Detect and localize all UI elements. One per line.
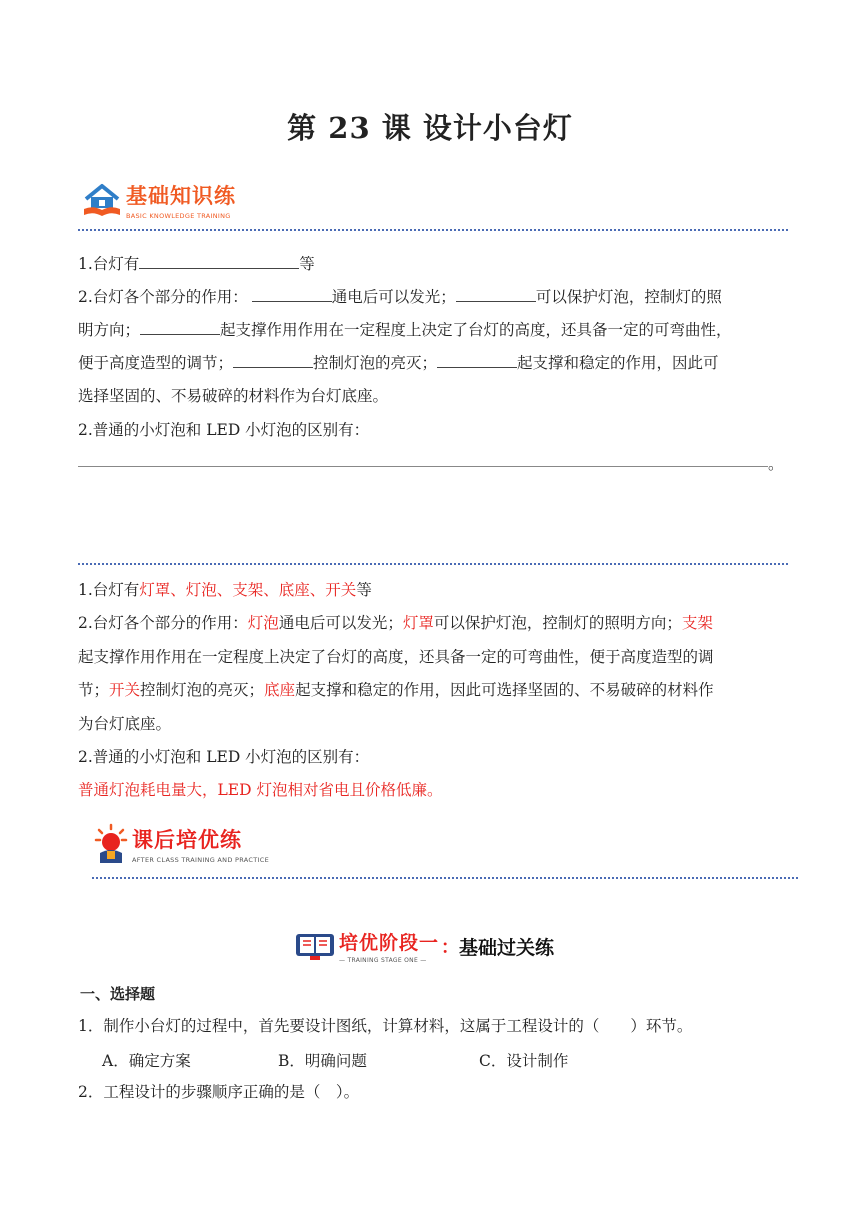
answer-3-text: 普通灯泡耗电量大，LED 灯泡相对省电且价格低廉。 [78,781,443,799]
banner-subtitle: AFTER CLASS TRAINING AND PRACTICE [132,856,269,864]
answer-3: 2.普通的小灯泡和 LED 小灯泡的区别有： [78,748,370,766]
answer-blank [139,254,299,269]
answer-blank [437,353,517,368]
answer-highlight: 灯泡 [247,614,279,632]
answer-text: 控制灯泡的亮灭； [140,681,265,699]
section-divider [78,229,788,231]
question-3: 2.普通的小灯泡和 LED 小灯泡的区别有： [78,421,370,439]
answers-divider [78,563,788,565]
banner-subtitle: BASIC KNOWLEDGE TRAINING [126,212,231,220]
answer-2-line-2: 起支撑作用作用在一定程度上决定了台灯的高度，还具备一定的可弯曲性，便于高度造型的调 [78,648,714,666]
question-text: 起支撑作用作用在一定程度上决定了台灯的高度，还具备一定的可弯曲性， [220,321,732,339]
answer-blank [233,353,313,368]
section-title: 一、选择题 [80,985,156,1003]
question-2-line-1 [78,287,788,307]
question-text: 2.台灯各个部分的作用： [78,288,248,306]
lightbulb-person-icon [94,823,128,865]
answer-text: 可以保护灯泡，控制灯的照明方向； [433,614,682,632]
house-book-icon [82,183,122,217]
question-2-line-3 [78,353,788,373]
banner-title: 基础知识练 [126,184,236,208]
answer-text: 节； [78,681,110,699]
page-title: 第 23 课 设计小台灯 [287,111,573,145]
answer-highlight: 灯罩 [402,614,434,632]
after-class-banner [94,823,269,865]
answer-1 [78,580,788,600]
question-text: 起支撑和稳定的作用，因此可 [517,354,719,372]
question-text: 控制灯泡的亮灭； [313,354,438,372]
option-a: A．确定方案 [102,1052,191,1070]
question-2-line-2 [78,320,788,340]
answer-highlight: 开关 [109,681,141,699]
option-b: B．明确问题 [278,1052,367,1070]
answer-blank [252,287,332,302]
question-2-line-4: 选择坚固的、不易破碎的材料作为台灯底座。 [78,387,389,405]
answer-text: 2.台灯各个部分的作用： [78,614,248,632]
answer-blank [140,320,220,335]
period-mark: 。 [768,455,784,473]
answer-highlight: 底座 [264,681,296,699]
question-text: 通电后可以发光； [331,288,456,306]
banner-subtitle: — TRAINING STAGE ONE — [339,957,427,964]
question-text: 可以保护灯泡，控制灯的照 [535,288,722,306]
answer-line [78,466,768,467]
answer-2-line-4: 为台灯底座。 [78,715,172,733]
stage-heading: 基础过关练 [459,936,555,959]
answer-text: 1.台灯有 [78,581,140,599]
answer-text: 通电后可以发光； [278,614,403,632]
after-class-divider [92,877,798,879]
banner-title: 课后培优练 [132,828,242,852]
exercise-question-2: 2．工程设计的步骤顺序正确的是（ ）。 [78,1083,360,1101]
question-1 [78,254,788,274]
stage-banner [295,928,554,964]
answer-text: 等 [356,581,372,599]
answer-blank [456,287,536,302]
answer-2-line-1 [78,613,788,633]
question-text: 1.台灯有 [78,255,140,273]
answer-2-line-3 [78,680,788,700]
option-c: C．设计制作 [479,1052,569,1070]
answer-highlight: 灯罩、灯泡、支架、底座、开关 [139,581,357,599]
stage-colon: ： [441,937,460,958]
answer-text: 起支撑和稳定的作用，因此可选择坚固的、不易破碎的材料作 [295,681,714,699]
question-text: 便于高度造型的调节； [78,354,234,372]
book-icon [295,931,335,961]
question-text: 等 [299,255,315,273]
answer-highlight: 支架 [681,614,713,632]
exercise-question-1: 1．制作小台灯的过程中，首先要设计图纸，计算材料，这属于工程设计的（ ）环节。 [78,1017,693,1035]
basic-knowledge-banner [82,180,236,220]
question-text: 明方向； [78,321,141,339]
banner-title: 培优阶段一 [339,932,440,954]
